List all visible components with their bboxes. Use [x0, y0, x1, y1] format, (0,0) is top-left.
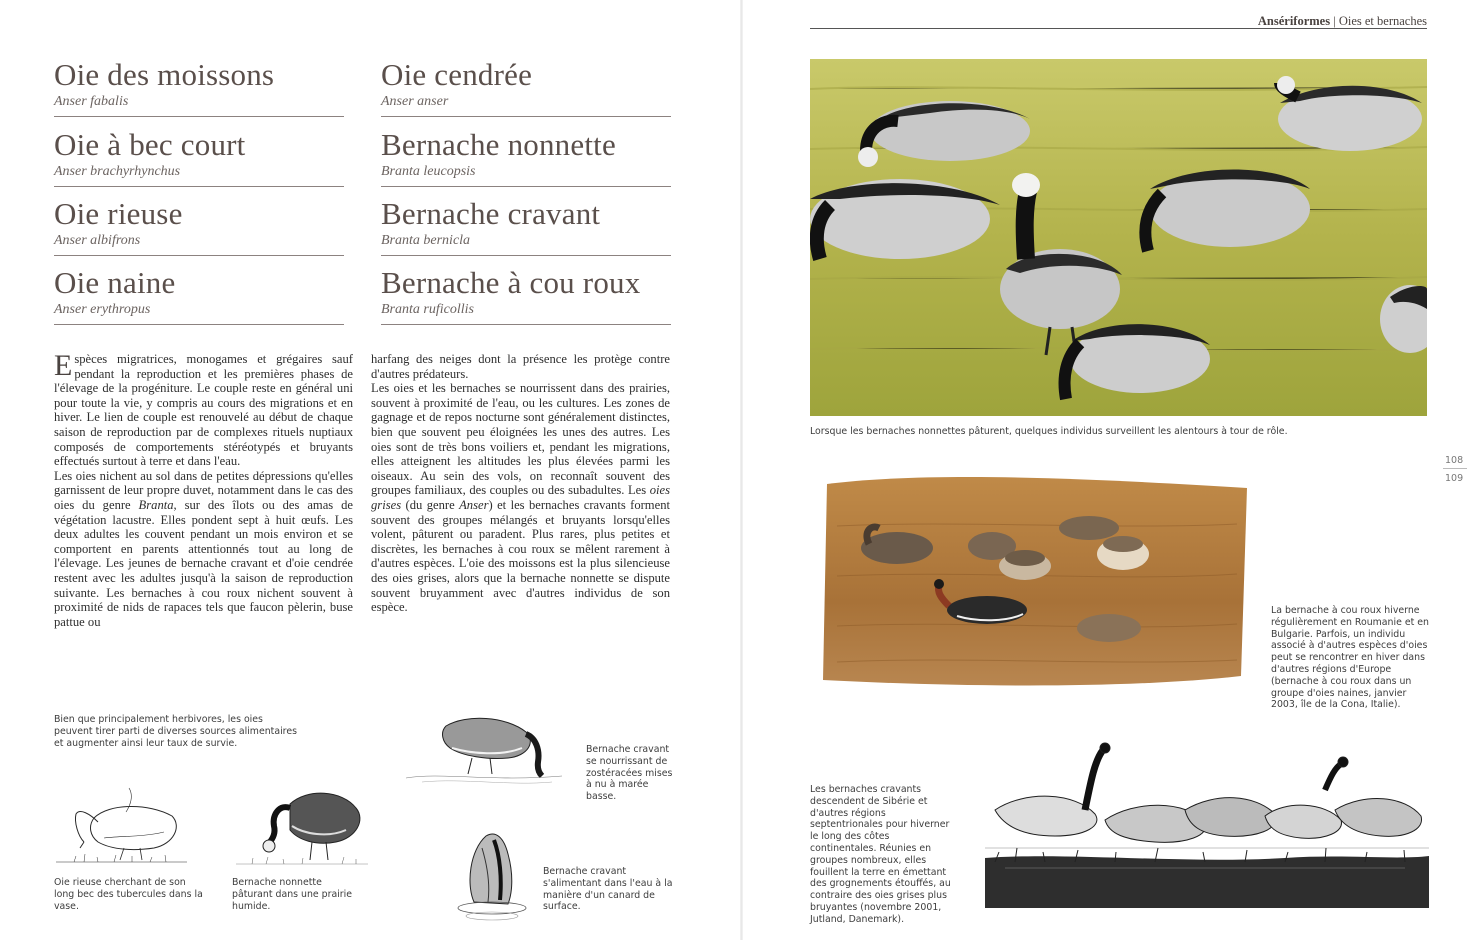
paragraph: [54, 349, 353, 469]
species-heading: [54, 58, 344, 117]
species-latin: Branta bernicla: [381, 233, 471, 248]
species-heading: [54, 266, 344, 325]
species-name: Oie cendrée: [381, 57, 533, 92]
divider: [381, 255, 671, 256]
body-column-left: [54, 349, 353, 629]
divider: [381, 186, 671, 187]
caption-cravant-zostera: Bernache cravant se nourrissant de zostéracées mises à nu à marée basse.: [586, 744, 673, 803]
species-latin: Anser brachyrhynchus: [54, 164, 181, 179]
species-latin: Branta ruficollis: [381, 302, 474, 317]
caption-main-painting: Lorsque les bernaches nonnettes pâturent, quelques individus surveillent les alentours à tour de rôle.: [810, 426, 1288, 437]
gutter: [740, 0, 743, 940]
species-heading: [54, 128, 344, 187]
species-name: Bernache nonnette: [381, 127, 616, 162]
divider: [54, 116, 344, 117]
folio-rule: [1443, 468, 1467, 469]
painting-bernache-cou-roux: [817, 466, 1253, 696]
species-latin: Anser anser: [381, 94, 449, 109]
caption-cravant-surface: Bernache cravant s'alimentant dans l'eau à la manière d'un canard de surface.: [543, 866, 673, 913]
species-latin: Anser erythropus: [54, 302, 151, 317]
species-heading: [381, 197, 671, 256]
divider: [54, 186, 344, 187]
paragraph: [371, 352, 670, 381]
divider: [54, 324, 344, 325]
running-head-subsection: Oies et bernaches: [1338, 14, 1427, 28]
paragraph: [371, 381, 670, 615]
caption-nonnette: Bernache nonnette pâturant dans une prairie humide.: [232, 877, 353, 912]
emphasis: Branta: [138, 497, 174, 512]
caption-cou-roux: La bernache à cou roux hiverne régulièrement en Roumanie et en Bulgarie. Parfois, un individu associé à d'autres espèces d'oies peut se rencontrer en hiver dans d'autres régions d'Europe (bernache à cou roux dans un groupe d'oies naines, janvier 2003, île de la Cona, Italie).: [1271, 605, 1429, 711]
paragraph-text: ) et les bernaches cravants forment souvent des groupes mélangés et bruyants lorsqu'elles volent, pâturent ou paradent. Plus rares, plus petites et discrètes, les bernaches à cou roux se mêlent rarement à d'autres espèces. L'oie des moissons est la plus silencieuse des oies grises, alors que la bernache nonnette se dispute souvent bruyamment avec d'autres individus de son espèce.: [371, 497, 670, 615]
species-heading: [381, 128, 671, 187]
emphasis: oies grises: [371, 483, 670, 512]
caption-cravants-siberie: Les bernaches cravants descendent de Sibérie et d'autres régions septentrionales pour hiverner le long des côtes continentales. Réunies en groupes nombreux, elles fouillent la terre en émettant des grognements étouffés, au contraire des oies grises plus bruyantes (novembre 2001, Jutland, Danemark).: [810, 784, 951, 925]
caption-rieuse: Oie rieuse cherchant de son long bec des tubercules dans la vase.: [54, 877, 203, 912]
sketch-bernache-cravant-zostera: [402, 712, 567, 788]
paragraph-text: , sur des îlots ou des amas de végétation lacustre. Elles pondent sept à huit œufs. Les deux adultes les couvent pendant un mois environ et se comportent en parents attentionnés tout au long de l'élevage. Les jeunes de bernache cravant et d'oie cendrée restent avec les adultes jusqu'à la saison de reproduction suivante. Les bernaches à cou roux nichent souvent à proximité de nids de rapaces tels que faucon pèlerin, buse pattue ou: [54, 497, 353, 629]
paragraph-text: Les oies nichent au sol dans de petites dépressions qu'elles garnissent de leur propre duvet, notamment dans le cas des oies du genre: [54, 468, 353, 512]
drawing-bernaches-cravants: [985, 740, 1429, 908]
species-name: Oie naine: [54, 265, 176, 300]
paragraph-text: harfang des neiges dont la présence les protège contre d'autres prédateurs.: [371, 352, 670, 381]
species-latin: Anser fabalis: [54, 94, 129, 109]
emphasis: Anser: [459, 497, 489, 512]
divider: [381, 116, 671, 117]
species-latin: Branta leucopsis: [381, 164, 476, 179]
paragraph-text: (du genre: [401, 497, 460, 512]
divider: [381, 324, 671, 325]
species-name: Oie rieuse: [54, 196, 183, 231]
species-latin: Anser albifrons: [54, 233, 141, 248]
species-name: Oie à bec court: [54, 127, 246, 162]
painting-bernaches-nonnettes: [810, 59, 1427, 416]
sketch-oie-rieuse: [54, 778, 189, 868]
folio-left: 108: [1445, 455, 1464, 466]
running-head: [1258, 14, 1427, 29]
sketch-bernache-nonnette: [232, 774, 372, 870]
paragraph: [54, 469, 353, 630]
sketch-bernache-cravant-surface: [452, 828, 534, 928]
paragraph-text: spèces migratrices, monogames et grégaires sauf pendant la reproduction et les premières phases de l'élevage de la progéniture. Le couple reste en général uni pour toute la vie, y compris au cours des migrations et en hiver. Le lien de couple est renouvelé au début de chaque saison de reproduction par de complexes rituels nuptiaux composés de comportements stéréotypés et bruyants effectués surtout à terre et dans l'eau.: [54, 352, 353, 469]
caption-intro: Bien que principalement herbivores, les oies peuvent tirer parti de diverses sources alimentaires et augmenter ainsi leur taux de survie.: [54, 714, 297, 749]
running-head-section: Ansériformes: [1257, 14, 1331, 28]
species-name: Oie des moissons: [54, 57, 275, 92]
drop-cap: E: [54, 349, 73, 382]
species-name: Bernache à cou roux: [381, 265, 641, 300]
body-column-right: [371, 352, 670, 615]
species-heading: [54, 197, 344, 256]
species-heading: [381, 58, 671, 117]
paragraph-text: Les oies et les bernaches se nourrissent dans des prairies, souvent à proximité de l'eau, ou les cultures. Les zones de gagnage et de repos nocturne sont généralement distinctes, bien que souvent peu éloignées les unes des autres. Les oies sont de très bons voiliers et, pendant les migrations, elles atteignent les altitudes les plus élevées parmi les oiseaux. Au sein des vols, on reconnaît souvent des groupes familiaux, des couples ou des subadultes. Les: [371, 381, 670, 498]
running-head-separator: |: [1333, 14, 1336, 28]
folio-right: 109: [1445, 473, 1464, 484]
species-heading: [381, 266, 671, 325]
species-name: Bernache cravant: [381, 196, 601, 231]
header-rule: [810, 28, 1427, 29]
divider: [54, 255, 344, 256]
